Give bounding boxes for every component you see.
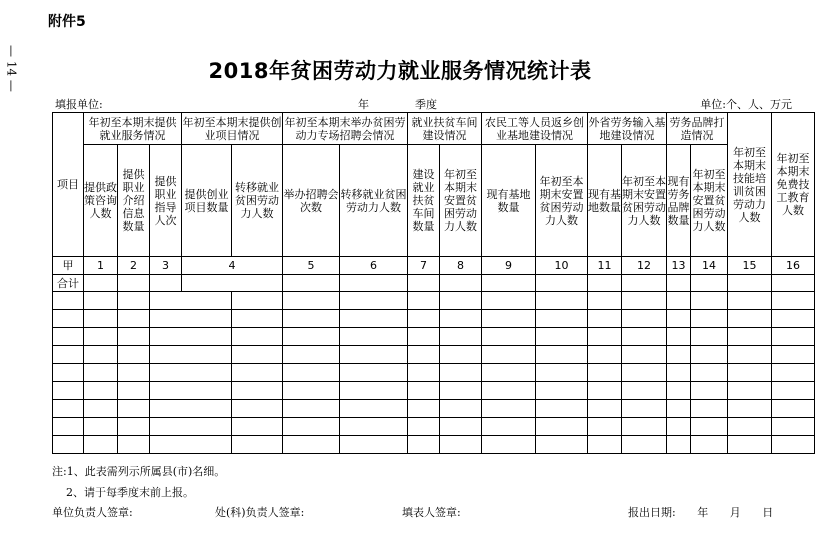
- subheader-13: 年初至本期末安置贫困劳动力人数: [622, 145, 667, 257]
- table-cell[interactable]: [150, 364, 232, 382]
- table-cell[interactable]: [536, 400, 588, 418]
- table-cell[interactable]: [84, 364, 118, 382]
- table-cell[interactable]: [588, 436, 622, 454]
- col-number: 11: [588, 257, 622, 275]
- year-label: 年: [358, 98, 369, 111]
- header-row-sub: [53, 145, 815, 257]
- table-cell[interactable]: [622, 400, 667, 418]
- table-cell[interactable]: [728, 382, 772, 400]
- table-cell[interactable]: [667, 292, 691, 310]
- table-cell[interactable]: [283, 346, 340, 364]
- subheader-2: 提供职业介绍信息数量: [118, 145, 150, 257]
- table-cell[interactable]: [283, 436, 340, 454]
- table-cell[interactable]: [53, 328, 84, 346]
- note-1: 注:1、此表需列示所属县(市)名细。: [52, 465, 226, 478]
- table-row: [53, 328, 815, 346]
- table-cell[interactable]: [118, 310, 150, 328]
- table-cell[interactable]: [84, 382, 118, 400]
- table-cell[interactable]: [691, 310, 728, 328]
- table-cell[interactable]: [691, 400, 728, 418]
- table-cell[interactable]: [691, 418, 728, 436]
- table-cell[interactable]: [667, 418, 691, 436]
- table-cell[interactable]: [482, 310, 536, 328]
- table-cell[interactable]: [728, 400, 772, 418]
- table-cell[interactable]: [667, 310, 691, 328]
- table-cell[interactable]: [667, 436, 691, 454]
- table-cell[interactable]: [150, 328, 232, 346]
- table-cell[interactable]: [667, 364, 691, 382]
- table-cell[interactable]: [622, 292, 667, 310]
- table-cell[interactable]: [53, 400, 84, 418]
- table-row: [53, 418, 815, 436]
- table-cell[interactable]: [622, 436, 667, 454]
- table-row: [53, 364, 815, 382]
- table-cell[interactable]: [150, 382, 232, 400]
- subheader-9: 年初至本期末安置贫困劳动力人数: [440, 145, 482, 257]
- col-number: 12: [622, 257, 667, 275]
- table-cell[interactable]: [84, 418, 118, 436]
- table-cell[interactable]: [118, 292, 150, 310]
- item-header: 项目: [53, 113, 84, 257]
- table-cell[interactable]: [118, 364, 150, 382]
- table-cell[interactable]: [408, 310, 440, 328]
- table-cell[interactable]: [536, 310, 588, 328]
- table-cell[interactable]: [408, 400, 440, 418]
- table-cell[interactable]: [232, 328, 283, 346]
- subheader-14: 现有劳务品牌数量: [667, 145, 691, 257]
- table-cell[interactable]: [118, 382, 150, 400]
- table-cell[interactable]: [53, 382, 84, 400]
- subheader-4: 提供创业项目数量: [182, 145, 232, 257]
- table-cell[interactable]: [53, 364, 84, 382]
- group-header-workshop: 就业扶贫车间建设情况: [408, 113, 482, 145]
- table-cell[interactable]: [728, 292, 772, 310]
- table-cell[interactable]: [440, 436, 482, 454]
- subheader-11: 年初至本期末安置贫困劳动力人数: [536, 145, 588, 257]
- table-cell[interactable]: [772, 436, 815, 454]
- table-cell[interactable]: [118, 346, 150, 364]
- table-cell[interactable]: [150, 436, 232, 454]
- table-cell[interactable]: [232, 382, 283, 400]
- table-cell[interactable]: [408, 346, 440, 364]
- col-number: 6: [340, 257, 408, 275]
- table-cell[interactable]: [728, 436, 772, 454]
- table-cell[interactable]: [772, 382, 815, 400]
- page-number-text: — 14 —: [4, 45, 19, 92]
- table-cell[interactable]: [667, 328, 691, 346]
- table-cell[interactable]: [588, 310, 622, 328]
- subheader-1: 提供政策咨询人数: [84, 145, 118, 257]
- report-date: 报出日期: 年 月 日: [628, 506, 774, 519]
- table-cell[interactable]: [622, 382, 667, 400]
- table-cell[interactable]: [772, 400, 815, 418]
- number-row-label: 甲: [53, 257, 84, 275]
- col-number: 13: [667, 257, 691, 275]
- table-cell[interactable]: [150, 346, 232, 364]
- table-cell[interactable]: [588, 328, 622, 346]
- table-cell[interactable]: [622, 364, 667, 382]
- table-cell[interactable]: [440, 364, 482, 382]
- table-cell[interactable]: [482, 382, 536, 400]
- group-header-labor-input-base: 外省劳务输入基地建设情况: [588, 113, 667, 145]
- table-cell[interactable]: [340, 310, 408, 328]
- col-number: 8: [440, 257, 482, 275]
- table-cell[interactable]: [588, 418, 622, 436]
- table-cell[interactable]: [232, 346, 283, 364]
- table-cell[interactable]: [283, 364, 340, 382]
- table-cell[interactable]: [440, 400, 482, 418]
- col-number: 5: [283, 257, 340, 275]
- table-cell[interactable]: [728, 346, 772, 364]
- subheader-5: 转移就业贫困劳动力人数: [232, 145, 283, 257]
- table-cell[interactable]: [84, 400, 118, 418]
- note-2: 2、请于每季度末前上报。: [66, 486, 194, 499]
- table-cell[interactable]: [408, 382, 440, 400]
- subheader-3: 提供职业指导人次: [150, 145, 182, 257]
- table-cell[interactable]: [588, 400, 622, 418]
- table-cell[interactable]: [440, 346, 482, 364]
- subheader-12: 现有基地数量: [588, 145, 622, 257]
- table-cell[interactable]: [150, 310, 232, 328]
- table-row: [53, 346, 815, 364]
- table-cell[interactable]: [53, 292, 84, 310]
- table-cell[interactable]: [536, 382, 588, 400]
- group-header-job-fair: 年初至本期末举办贫困劳动力专场招聘会情况: [283, 113, 408, 145]
- table-cell[interactable]: [150, 400, 232, 418]
- fill-unit-label: 填报单位:: [55, 98, 103, 111]
- number-row: [53, 257, 815, 275]
- table-row: [53, 310, 815, 328]
- table-cell[interactable]: [340, 418, 408, 436]
- table-cell[interactable]: [482, 364, 536, 382]
- signature-unit-head: 单位负责人签章:: [52, 506, 133, 519]
- col-number: 3: [150, 257, 182, 275]
- table-cell[interactable]: [772, 364, 815, 382]
- col-number: 2: [118, 257, 150, 275]
- table-cell[interactable]: [84, 346, 118, 364]
- table-cell[interactable]: [232, 418, 283, 436]
- table-cell[interactable]: [691, 382, 728, 400]
- table-cell[interactable]: [691, 346, 728, 364]
- table-cell[interactable]: [772, 292, 815, 310]
- table-cell[interactable]: [150, 292, 232, 310]
- table-cell[interactable]: [691, 364, 728, 382]
- table-cell[interactable]: [772, 418, 815, 436]
- table-cell[interactable]: [667, 400, 691, 418]
- table-cell[interactable]: [588, 292, 622, 310]
- table-cell[interactable]: [588, 364, 622, 382]
- subheader-10: 现有基地数量: [482, 145, 536, 257]
- table-cell[interactable]: [482, 328, 536, 346]
- table-cell[interactable]: [340, 292, 408, 310]
- table-cell[interactable]: [728, 328, 772, 346]
- table-cell[interactable]: [728, 310, 772, 328]
- table-cell[interactable]: [118, 436, 150, 454]
- table-cell[interactable]: [53, 418, 84, 436]
- table-cell[interactable]: [440, 418, 482, 436]
- col-number: 7: [408, 257, 440, 275]
- signature-filler: 填表人签章:: [402, 506, 461, 519]
- table-cell[interactable]: [84, 436, 118, 454]
- table-cell[interactable]: [772, 346, 815, 364]
- col-number: 16: [772, 257, 815, 275]
- table-cell[interactable]: [408, 364, 440, 382]
- group-header-employment-service: 年初至本期末提供就业服务情况: [84, 113, 182, 145]
- header-skill-training: 年初至本期末技能培训贫困劳动力人数: [728, 113, 772, 257]
- table-cell[interactable]: [691, 292, 728, 310]
- attachment-label: 附件5: [48, 14, 86, 30]
- table-cell[interactable]: [772, 310, 815, 328]
- table-cell[interactable]: [440, 310, 482, 328]
- signature-section-head: 处(科)负责人签章:: [215, 506, 305, 519]
- table-cell[interactable]: [588, 346, 622, 364]
- table-cell[interactable]: [232, 310, 283, 328]
- table-cell[interactable]: [691, 328, 728, 346]
- table-cell[interactable]: [772, 328, 815, 346]
- unit-label: 单位:个、人、万元: [700, 98, 792, 111]
- page-title: 2018年贫困劳动力就业服务情况统计表: [208, 59, 592, 83]
- table-cell[interactable]: [232, 436, 283, 454]
- table-cell[interactable]: [408, 292, 440, 310]
- table-cell[interactable]: [536, 346, 588, 364]
- table-cell[interactable]: [340, 364, 408, 382]
- table-cell[interactable]: [53, 436, 84, 454]
- table-cell[interactable]: [622, 346, 667, 364]
- col-number: 4: [182, 257, 283, 275]
- table-cell[interactable]: [536, 418, 588, 436]
- table-cell[interactable]: [150, 418, 232, 436]
- table-row: [53, 292, 815, 310]
- subheader-6: 举办招聘会次数: [283, 145, 340, 257]
- table-cell[interactable]: [440, 292, 482, 310]
- col-number: 9: [482, 257, 536, 275]
- table-cell[interactable]: [340, 346, 408, 364]
- table-cell[interactable]: [482, 400, 536, 418]
- table-cell[interactable]: [283, 310, 340, 328]
- table-cell[interactable]: [283, 292, 340, 310]
- table-cell[interactable]: [84, 292, 118, 310]
- table-cell[interactable]: [667, 382, 691, 400]
- col-number: 14: [691, 257, 728, 275]
- table-cell[interactable]: [340, 400, 408, 418]
- table-cell[interactable]: [536, 364, 588, 382]
- group-header-labor-brand: 劳务品牌打造情况: [667, 113, 728, 145]
- table-cell[interactable]: [440, 382, 482, 400]
- col-number: 15: [728, 257, 772, 275]
- table-row: [53, 400, 815, 418]
- table-cell[interactable]: [118, 400, 150, 418]
- total-row: [53, 275, 815, 292]
- table-cell[interactable]: [622, 310, 667, 328]
- table-cell[interactable]: [232, 292, 283, 310]
- table-cell[interactable]: [440, 328, 482, 346]
- table-cell[interactable]: [622, 418, 667, 436]
- table-cell[interactable]: [53, 310, 84, 328]
- table-cell[interactable]: [667, 346, 691, 364]
- table-cell[interactable]: [536, 436, 588, 454]
- table-cell[interactable]: [283, 328, 340, 346]
- table-cell[interactable]: [482, 436, 536, 454]
- table-row: [53, 436, 815, 454]
- statistics-table: [52, 112, 815, 454]
- table-cell[interactable]: [408, 436, 440, 454]
- table-cell[interactable]: [728, 364, 772, 382]
- group-header-return-base: 农民工等人员返乡创业基地建设情况: [482, 113, 588, 145]
- total-label: 合计: [53, 275, 84, 292]
- group-header-entrepreneurship: 年初至本期末提供创业项目情况: [182, 113, 283, 145]
- table-cell[interactable]: [482, 346, 536, 364]
- subheader-8: 建设就业扶贫车间数量: [408, 145, 440, 257]
- table-cell[interactable]: [340, 382, 408, 400]
- table-cell[interactable]: [588, 382, 622, 400]
- table-cell[interactable]: [691, 436, 728, 454]
- table-cell[interactable]: [482, 292, 536, 310]
- table-cell[interactable]: [232, 400, 283, 418]
- table-row: [53, 382, 815, 400]
- table-cell[interactable]: [408, 418, 440, 436]
- subheader-7: 转移就业贫困劳动力人数: [340, 145, 408, 257]
- col-number: 1: [84, 257, 118, 275]
- table-cell[interactable]: [283, 418, 340, 436]
- table-cell[interactable]: [408, 328, 440, 346]
- table-cell[interactable]: [283, 382, 340, 400]
- header-free-education: 年初至本期末免费技工教育人数: [772, 113, 815, 257]
- header-row-groups: [53, 113, 815, 145]
- table-cell[interactable]: [340, 436, 408, 454]
- table-cell[interactable]: [53, 346, 84, 364]
- table-cell[interactable]: [84, 328, 118, 346]
- table-cell[interactable]: [340, 328, 408, 346]
- table-cell[interactable]: [84, 310, 118, 328]
- table-cell[interactable]: [482, 418, 536, 436]
- table-cell[interactable]: [118, 418, 150, 436]
- table-cell[interactable]: [728, 418, 772, 436]
- subheader-15: 年初至本期末安置贫困劳动力人数: [691, 145, 728, 257]
- table-cell[interactable]: [118, 328, 150, 346]
- table-cell[interactable]: [622, 328, 667, 346]
- table-cell[interactable]: [283, 400, 340, 418]
- table-cell[interactable]: [232, 364, 283, 382]
- col-number: 10: [536, 257, 588, 275]
- quarter-label: 季度: [415, 98, 437, 111]
- table-cell[interactable]: [536, 328, 588, 346]
- table-cell[interactable]: [536, 292, 588, 310]
